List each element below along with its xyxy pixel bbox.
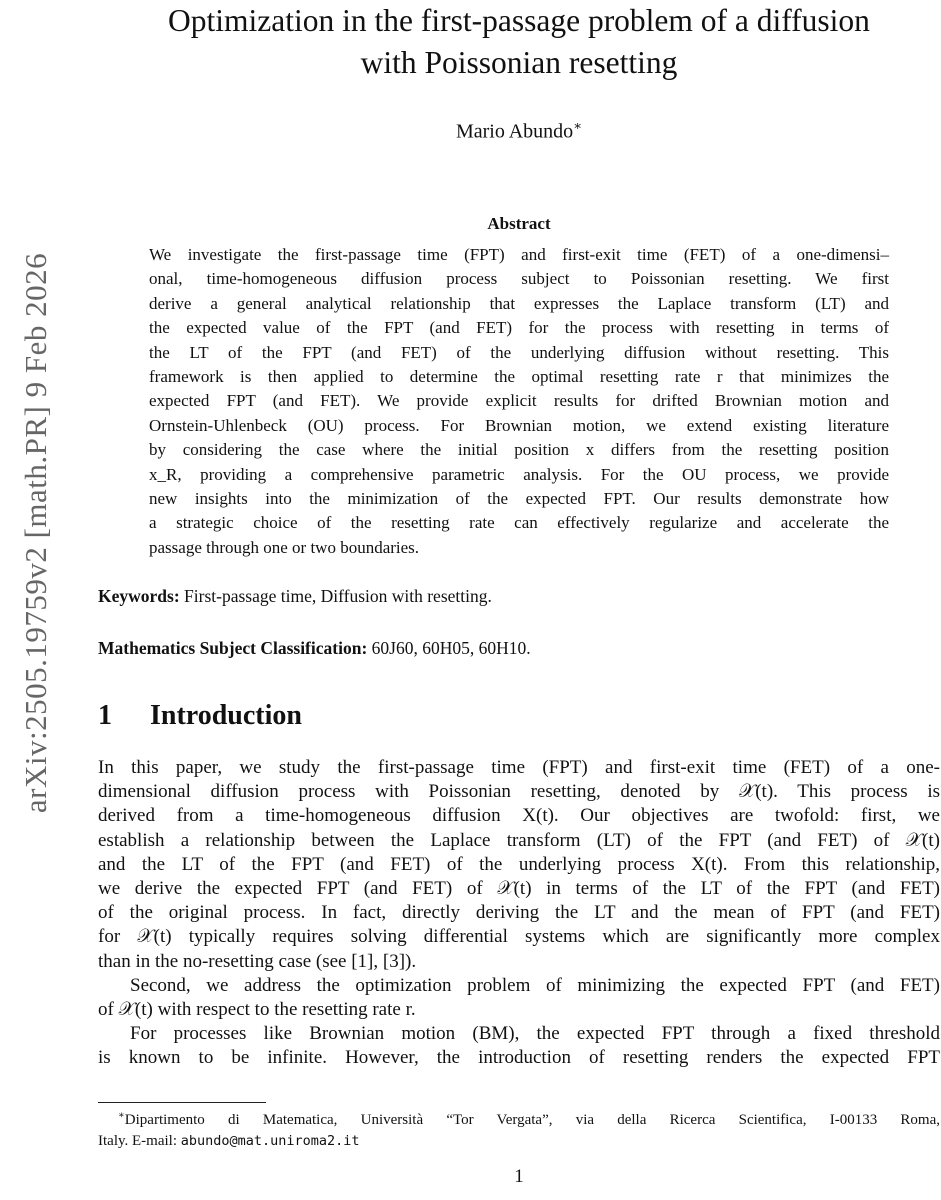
footnote-line-2 xyxy=(98,1131,940,1152)
body-line: we derive the expected FPT (and FET) of 𝒳(t) in terms of the LT of the FPT (and FET) xyxy=(98,878,940,900)
footnote-mark: ∗ xyxy=(118,1110,125,1121)
abstract-line: onal, time-homogeneous diffusion process subject to Poissonian resetting. We first xyxy=(149,269,889,289)
keywords-value: First-passage time, Diffusion with resetting. xyxy=(184,586,492,606)
page-number: 1 xyxy=(514,1166,524,1187)
footnote-affiliation: Dipartimento di Matematica, Università “Tor Vergata”, via della Ricerca Scientifica, I-00133 Roma, xyxy=(124,1112,940,1128)
body-line: For processes like Brownian motion (BM), the expected FPT through a fixed threshold xyxy=(130,1023,940,1045)
title-line-1: Optimization in the first-passage problem of a diffusion xyxy=(168,3,870,38)
section-heading xyxy=(98,698,302,734)
abstract-line: new insights into the minimization of the expected FPT. Our results demonstrate how xyxy=(149,489,889,509)
abstract-heading: Abstract xyxy=(487,214,551,233)
abstract-line: a strategic choice of the resetting rate can effectively regularize and accelerate the xyxy=(149,513,889,533)
footnote-email: abundo@mat.uniroma2.it xyxy=(180,1132,360,1149)
introduction-body xyxy=(98,756,940,1071)
abstract-line: framework is then applied to determine the optimal resetting rate r that minimizes the xyxy=(149,367,889,387)
msc-value: 60J60, 60H05, 60H10. xyxy=(371,638,531,658)
keywords xyxy=(98,584,492,608)
body-line: derived from a time-homogeneous diffusion X(t). Our objectives are twofold: first, we xyxy=(98,805,940,827)
arxiv-identifier-text: arXiv:2505.19759v2 [math.PR] 9 Feb 2026 xyxy=(18,252,53,814)
abstract-line: derive a general analytical relationship that expresses the Laplace transform (LT) and xyxy=(149,293,889,313)
footnote xyxy=(98,1106,940,1151)
author-name: Mario Abundo xyxy=(455,120,574,143)
keywords-label: Keywords: xyxy=(98,586,180,606)
footnote-email-label: Italy. E-mail: xyxy=(98,1132,181,1149)
author-footnote-mark: ∗ xyxy=(573,118,583,133)
body-line: of 𝒳(t) with respect to the resetting rate r. xyxy=(98,999,416,1021)
abstract-line: by considering the case where the initial position x differs from the resetting position xyxy=(149,440,889,460)
body-line: than in the no-resetting case (see [1], [3]). xyxy=(98,950,417,972)
abstract-line: the expected value of the FPT (and FET) for the process with resetting in terms of xyxy=(149,318,889,338)
body-line: establish a relationship between the Laplace transform (LT) of the FPT (and FET) of 𝒳(t) xyxy=(98,829,940,851)
body-line: In this paper, we study the first-passage time (FPT) and first-exit time (FET) of a one- xyxy=(98,757,940,778)
abstract-line: the LT of the FPT (and FET) of the underlying diffusion without resetting. This xyxy=(149,342,889,362)
footnote-line-1 xyxy=(98,1106,940,1131)
abstract-line: We investigate the first-passage time (FPT) and first-exit time (FET) of a one-dimensi– xyxy=(149,245,889,264)
section-number: 1 xyxy=(98,700,112,731)
abstract-line: Ornstein-Uhlenbeck (OU) process. For Brownian motion, we extend existing literature xyxy=(149,415,889,435)
abstract-line: expected FPT (and FET). We provide explicit results for drifted Brownian motion and xyxy=(149,391,889,411)
body-line: and the LT of the FPT (and FET) of the underlying process X(t). From this relationship, xyxy=(98,853,940,875)
paper-title xyxy=(98,0,940,84)
abstract-line: passage through one or two boundaries. xyxy=(149,537,420,557)
body-line: for 𝒳(t) typically requires solving differential systems which are significantly more complex xyxy=(98,926,940,948)
body-line: dimensional diffusion process with Poissonian resetting, denoted by 𝒳(t). This process is xyxy=(98,781,940,803)
abstract-line: x_R, providing a comprehensive parametric analysis. For the OU process, we provide xyxy=(149,464,889,484)
footnote-divider xyxy=(98,1102,266,1103)
msc-label: Mathematics Subject Classification: xyxy=(98,638,368,658)
body-line: Second, we address the optimization problem of minimizing the expected FPT (and FET) xyxy=(130,974,940,996)
arxiv-identifier xyxy=(12,188,60,878)
section-title: Introduction xyxy=(150,700,302,731)
abstract-body xyxy=(149,243,889,560)
subject-classification xyxy=(98,636,531,660)
body-line: of the original process. In fact, directly deriving the LT and the mean of FPT (and FET) xyxy=(98,902,940,924)
body-line: is known to be infinite. However, the introduction of resetting renders the expected FPT xyxy=(98,1047,940,1069)
title-line-2: with Poissonian resetting xyxy=(360,45,678,80)
author-block xyxy=(98,113,940,145)
